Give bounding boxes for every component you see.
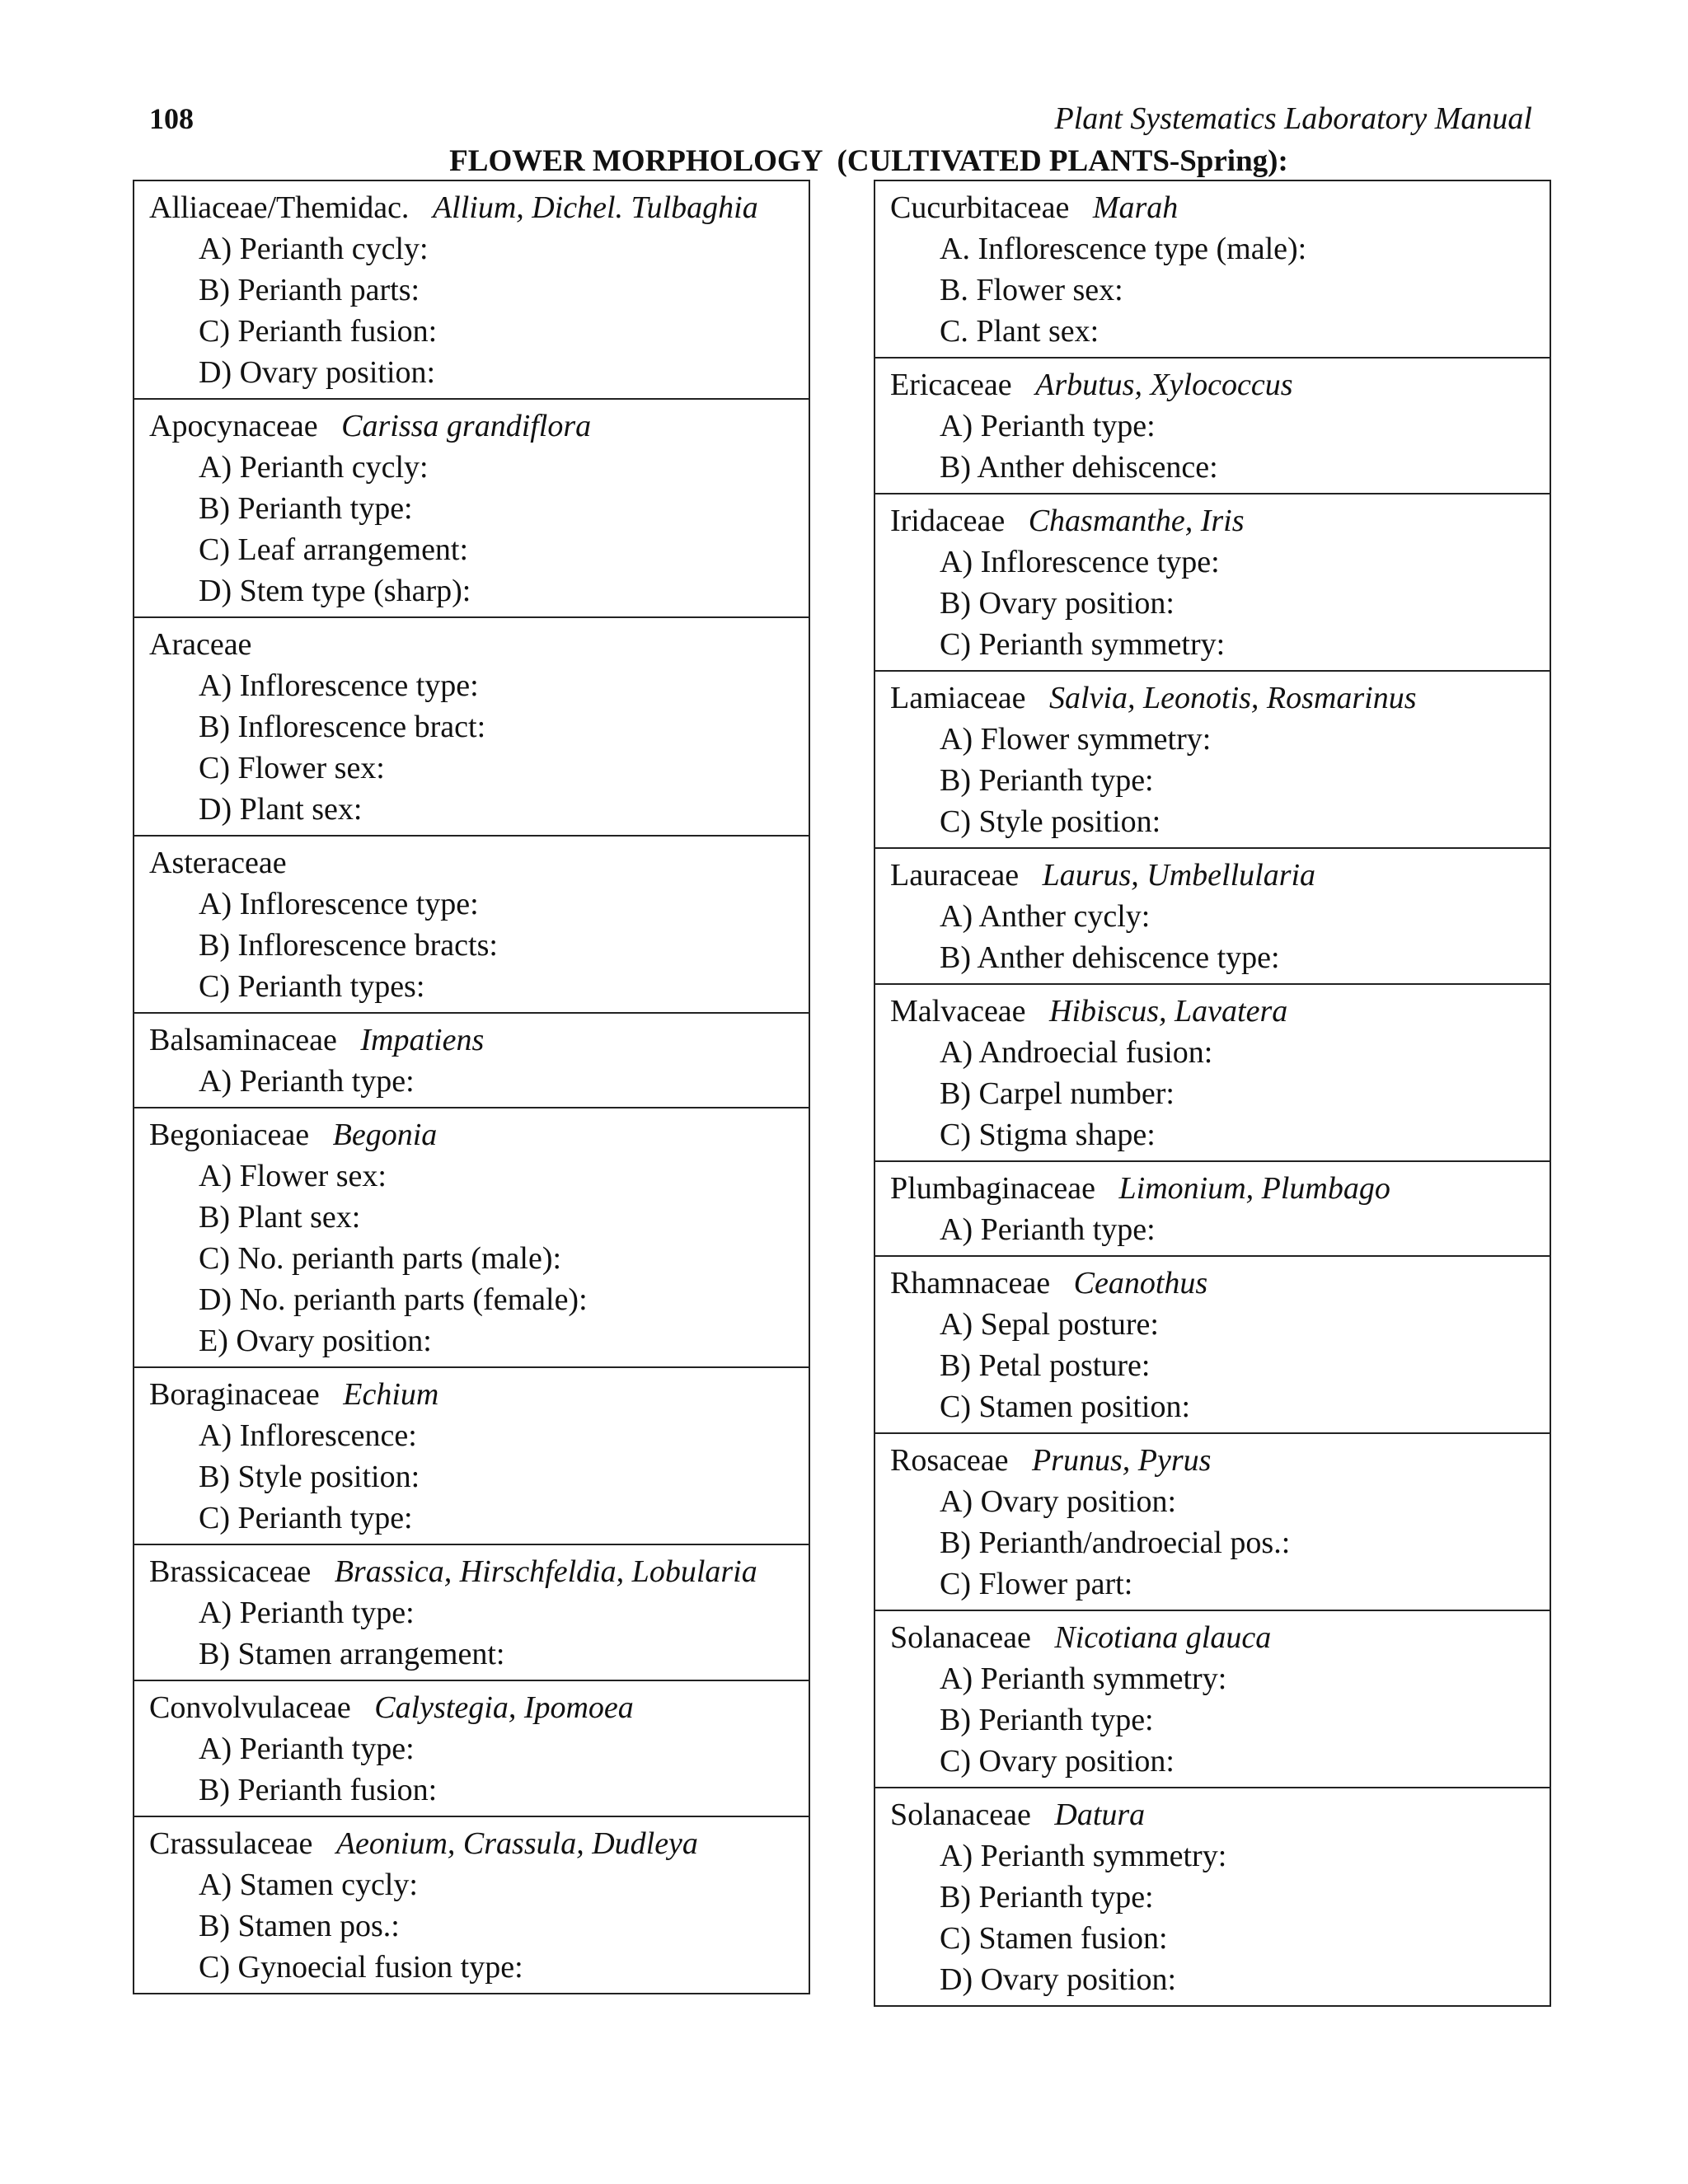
trait-prompt: C) Stamen position: <box>940 1390 1190 1424</box>
running-title: Plant Systematics Laboratory Manual <box>1054 101 1532 136</box>
family-box <box>875 847 1550 983</box>
family-header <box>890 1794 1550 1835</box>
family-header <box>149 1114 809 1155</box>
trait-prompt: C) Flower sex: <box>199 751 385 785</box>
family-name: Malvaceae <box>890 994 1026 1029</box>
trait-prompt: B) Petal posture: <box>940 1348 1151 1383</box>
trait-prompt: C. Plant sex: <box>940 314 1100 349</box>
page-title: FLOWER MORPHOLOGY (CULTIVATED PLANTS-Spring): <box>449 144 1288 178</box>
family-name: Cucurbitaceae <box>890 190 1070 225</box>
family-name: Balsaminaceae <box>149 1023 337 1057</box>
trait-prompt: B. Flower sex: <box>940 273 1123 307</box>
family-name: Begoniaceae <box>149 1118 310 1152</box>
trait-prompt: E) Ovary position: <box>199 1324 432 1358</box>
family-header <box>149 1019 809 1061</box>
family-box <box>875 181 1550 357</box>
genera-names: Aeonium, Crassula, Dudleya <box>335 1826 698 1861</box>
trait-prompt: C) Gynoecial fusion type: <box>199 1950 523 1985</box>
trait-prompt: A) Perianth type: <box>199 1064 415 1099</box>
trait-prompt: D) Plant sex: <box>199 792 363 827</box>
trait-prompt: B) Anther dehiscence type: <box>940 940 1280 975</box>
trait-prompt: A. Inflorescence type (male): <box>940 232 1307 266</box>
family-box <box>134 1680 809 1816</box>
family-box <box>875 1432 1550 1610</box>
trait-prompt: A) Inflorescence type: <box>940 545 1220 579</box>
genera-names: Impatiens <box>360 1023 485 1057</box>
trait-prompt: B) Stamen pos.: <box>199 1909 400 1943</box>
trait-prompt: A) Perianth cycly: <box>199 450 429 485</box>
trait-prompt: B) Perianth type: <box>940 1703 1154 1737</box>
family-name: Crassulaceae <box>149 1826 313 1861</box>
genera-names: Echium <box>343 1377 439 1412</box>
trait-prompt: B) Anther dehiscence: <box>940 450 1218 485</box>
trait-prompt: C) No. perianth parts (male): <box>199 1241 562 1276</box>
family-box <box>875 1255 1550 1432</box>
trait-prompt: B) Perianth parts: <box>199 273 420 307</box>
family-header <box>149 1823 809 1864</box>
trait-prompt: D) Stem type (sharp): <box>199 574 471 608</box>
family-box <box>134 1544 809 1680</box>
trait-prompt: C) Flower part: <box>940 1567 1133 1601</box>
family-box <box>134 181 809 398</box>
family-header <box>890 677 1550 719</box>
trait-prompt: C) Perianth type: <box>199 1501 413 1535</box>
genera-names: Ceanothus <box>1073 1266 1208 1301</box>
family-box <box>875 357 1550 493</box>
family-box <box>134 835 809 1012</box>
trait-prompt: A) Flower symmetry: <box>940 722 1212 757</box>
genera-names: Begonia <box>332 1118 438 1152</box>
family-header <box>890 1263 1550 1304</box>
family-header <box>890 991 1550 1032</box>
family-header <box>890 855 1550 896</box>
trait-prompt: B) Perianth type: <box>940 1880 1154 1915</box>
trait-prompt: D) No. perianth parts (female): <box>199 1282 588 1317</box>
family-name: Alliaceae/Themidac. <box>149 190 410 225</box>
family-box <box>875 670 1550 847</box>
family-name: Asteraceae <box>149 846 287 880</box>
trait-prompt: B) Inflorescence bracts: <box>199 928 498 963</box>
family-header <box>890 1617 1550 1658</box>
trait-prompt: B) Perianth fusion: <box>199 1773 438 1807</box>
trait-prompt: C) Stamen fusion: <box>940 1921 1168 1956</box>
family-box <box>134 398 809 616</box>
genera-names: Laurus, Umbellularia <box>1042 858 1316 893</box>
trait-prompt: C) Perianth symmetry: <box>940 627 1226 662</box>
family-name: Apocynaceae <box>149 409 318 443</box>
trait-prompt: A) Inflorescence type: <box>199 668 479 703</box>
trait-prompt: A) Perianth type: <box>199 1732 415 1766</box>
trait-prompt: B) Perianth/androecial pos.: <box>940 1526 1291 1560</box>
trait-prompt: B) Plant sex: <box>199 1200 361 1235</box>
trait-prompt: B) Inflorescence bract: <box>199 710 486 744</box>
family-box <box>875 1160 1550 1255</box>
trait-prompt: B) Ovary position: <box>940 586 1175 621</box>
family-name: Boraginaceae <box>149 1377 320 1412</box>
family-header <box>890 364 1550 405</box>
family-header <box>149 842 809 883</box>
family-box <box>134 1107 809 1366</box>
family-header <box>890 500 1550 541</box>
genera-names: Allium, Dichel. Tulbaghia <box>432 190 758 225</box>
family-name: Lamiaceae <box>890 681 1026 715</box>
family-name: Plumbaginaceae <box>890 1171 1096 1206</box>
trait-prompt: A) Perianth symmetry: <box>940 1661 1227 1696</box>
family-box <box>134 1012 809 1107</box>
genera-names: Limonium, Plumbago <box>1118 1171 1390 1206</box>
trait-prompt: A) Perianth symmetry: <box>940 1839 1227 1873</box>
trait-prompt: A) Ovary position: <box>940 1484 1177 1519</box>
trait-prompt: B) Style position: <box>199 1460 420 1494</box>
genera-names: Nicotiana glauca <box>1054 1620 1272 1655</box>
trait-prompt: A) Perianth type: <box>199 1596 415 1630</box>
family-name: Solanaceae <box>890 1620 1031 1655</box>
left-column <box>133 180 810 1994</box>
trait-prompt: A) Anther cycly: <box>940 899 1151 934</box>
family-box <box>875 1610 1550 1787</box>
genera-names: Datura <box>1054 1797 1146 1832</box>
trait-prompt: D) Ovary position: <box>940 1962 1177 1997</box>
trait-prompt: B) Perianth type: <box>199 491 413 526</box>
trait-prompt: A) Androecial fusion: <box>940 1035 1213 1070</box>
genera-names: Chasmanthe, Iris <box>1028 504 1245 538</box>
genera-names: Carissa grandiflora <box>341 409 592 443</box>
family-box <box>134 1366 809 1544</box>
trait-prompt: B) Carpel number: <box>940 1076 1175 1111</box>
trait-prompt: A) Sepal posture: <box>940 1307 1159 1342</box>
family-box <box>875 983 1550 1160</box>
trait-prompt: C) Stigma shape: <box>940 1118 1156 1152</box>
genera-names: Prunus, Pyrus <box>1031 1443 1212 1478</box>
family-box <box>875 1787 1550 2005</box>
trait-prompt: A) Stamen cycly: <box>199 1868 418 1902</box>
family-name: Ericaceae <box>890 368 1012 402</box>
family-name: Brassicaceae <box>149 1554 312 1589</box>
family-header <box>890 187 1550 228</box>
family-name: Lauraceae <box>890 858 1020 893</box>
trait-prompt: C) Perianth fusion: <box>199 314 438 349</box>
family-name: Rhamnaceae <box>890 1266 1051 1301</box>
trait-prompt: D) Ovary position: <box>199 355 436 390</box>
trait-prompt: A) Perianth cycly: <box>199 232 429 266</box>
family-header <box>149 187 809 228</box>
page-number: 108 <box>149 102 194 135</box>
family-box <box>134 1816 809 1993</box>
family-name: Araceae <box>149 627 252 662</box>
trait-prompt: A) Flower sex: <box>199 1159 387 1193</box>
genera-names: Arbutus, Xylococcus <box>1035 368 1293 402</box>
family-box <box>134 616 809 835</box>
genera-names: Calystegia, Ipomoea <box>374 1690 634 1725</box>
trait-prompt: A) Inflorescence type: <box>199 887 479 921</box>
trait-prompt: B) Stamen arrangement: <box>199 1637 505 1671</box>
family-name: Iridaceae <box>890 504 1006 538</box>
trait-prompt: C) Ovary position: <box>940 1744 1175 1779</box>
trait-prompt: A) Inflorescence: <box>199 1418 417 1453</box>
trait-prompt: C) Style position: <box>940 804 1161 839</box>
genera-names: Marah <box>1092 190 1179 225</box>
trait-prompt: B) Perianth type: <box>940 763 1154 798</box>
family-header <box>149 1687 809 1728</box>
trait-prompt: A) Perianth type: <box>940 409 1156 443</box>
trait-prompt: A) Perianth type: <box>940 1212 1156 1247</box>
family-header <box>149 624 809 665</box>
family-box <box>875 493 1550 670</box>
genera-names: Hibiscus, Lavatera <box>1049 994 1288 1029</box>
family-header <box>149 1374 809 1415</box>
family-header <box>149 1551 809 1592</box>
right-column <box>874 180 1551 2007</box>
trait-prompt: C) Leaf arrangement: <box>199 532 469 567</box>
family-header <box>890 1168 1550 1209</box>
family-name: Rosaceae <box>890 1443 1009 1478</box>
family-name: Solanaceae <box>890 1797 1031 1832</box>
family-header <box>890 1440 1550 1481</box>
family-header <box>149 405 809 447</box>
family-name: Convolvulaceae <box>149 1690 351 1725</box>
genera-names: Brassica, Hirschfeldia, Lobularia <box>334 1554 757 1589</box>
trait-prompt: C) Perianth types: <box>199 969 425 1004</box>
genera-names: Salvia, Leonotis, Rosmarinus <box>1049 681 1417 715</box>
